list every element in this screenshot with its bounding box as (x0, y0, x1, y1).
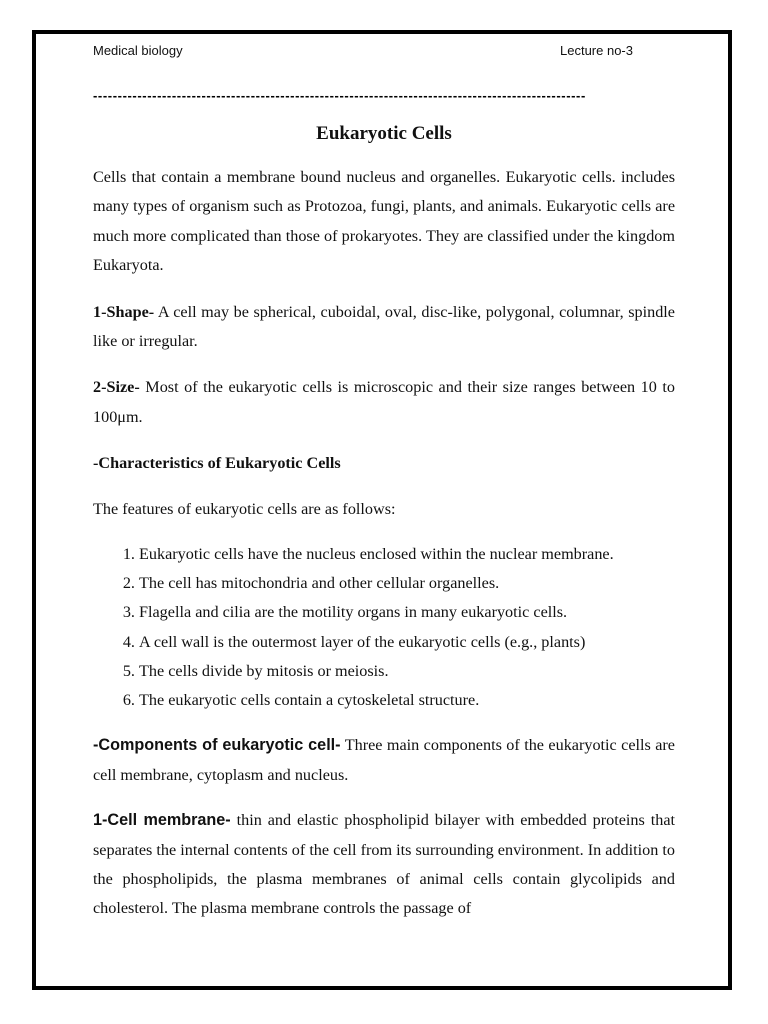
list-item: 1. Eukaryotic cells have the nucleus enclosed within the nuclear membrane. (139, 540, 675, 569)
list-item: 3. Flagella and cilia are the motility organs in many eukaryotic cells. (139, 598, 675, 627)
list-item: 5. The cells divide by mitosis or meiosis. (139, 657, 675, 686)
document-body (93, 120, 675, 924)
shape-label: 1-Shape- (93, 302, 155, 321)
components-label: -Components of eukaryotic cell- (93, 736, 341, 755)
list-item: 4. A cell wall is the outermost layer of the eukaryotic cells (e.g., plants) (139, 628, 675, 657)
intro-paragraph: Cells that contain a membrane bound nucleus and organelles. Eukaryotic cells. includes many types of organism such as Protozoa, fungi, plants, and animals. Eukaryotic cells are much more complicated than those of prokaryotes. They are classified under the kingdom Eukaryota. (93, 168, 675, 275)
shape-text: A cell may be spherical, cuboidal, oval, disc-like, polygonal, columnar, spindle like or irregular. (93, 302, 675, 351)
size-paragraph (93, 373, 675, 432)
cell-membrane-label: 1-Cell membrane- (93, 811, 231, 830)
size-text: Most of the eukaryotic cells is microscopic and their size ranges between 10 to 100μm. (93, 378, 675, 426)
cell-membrane-text: thin and elastic phospholipid bilayer with embedded proteins that separates the internal contents of the cell from its surrounding environment. In addition to the phospholipids, the plasma membranes of animal cells contain glycolipids and cholesterol. The plasma membrane controls the passage of (93, 811, 675, 918)
size-label: 2-Size- (93, 378, 140, 397)
features-list (93, 540, 675, 715)
page-title: Eukaryotic Cells (316, 123, 452, 144)
components-text: Three main components of the eukaryotic cells are cell membrane, cytoplasm and nucleus. (93, 736, 675, 784)
header-lecture: Lecture no-3 (560, 43, 633, 58)
header-divider: ---------------------------------------------------------------------------------------------------- (93, 88, 586, 103)
characteristics-heading: -Characteristics of Eukaryotic Cells (93, 454, 341, 473)
components-paragraph (93, 731, 675, 790)
features-intro: The features of eukaryotic cells are as follows: (93, 499, 396, 518)
list-item: 2. The cell has mitochondria and other cellular organelles. (139, 569, 675, 598)
cell-membrane-paragraph (93, 806, 675, 924)
header-subject: Medical biology (93, 43, 183, 58)
list-item: 6. The eukaryotic cells contain a cytoskeletal structure. (139, 686, 675, 715)
shape-paragraph (93, 298, 675, 357)
